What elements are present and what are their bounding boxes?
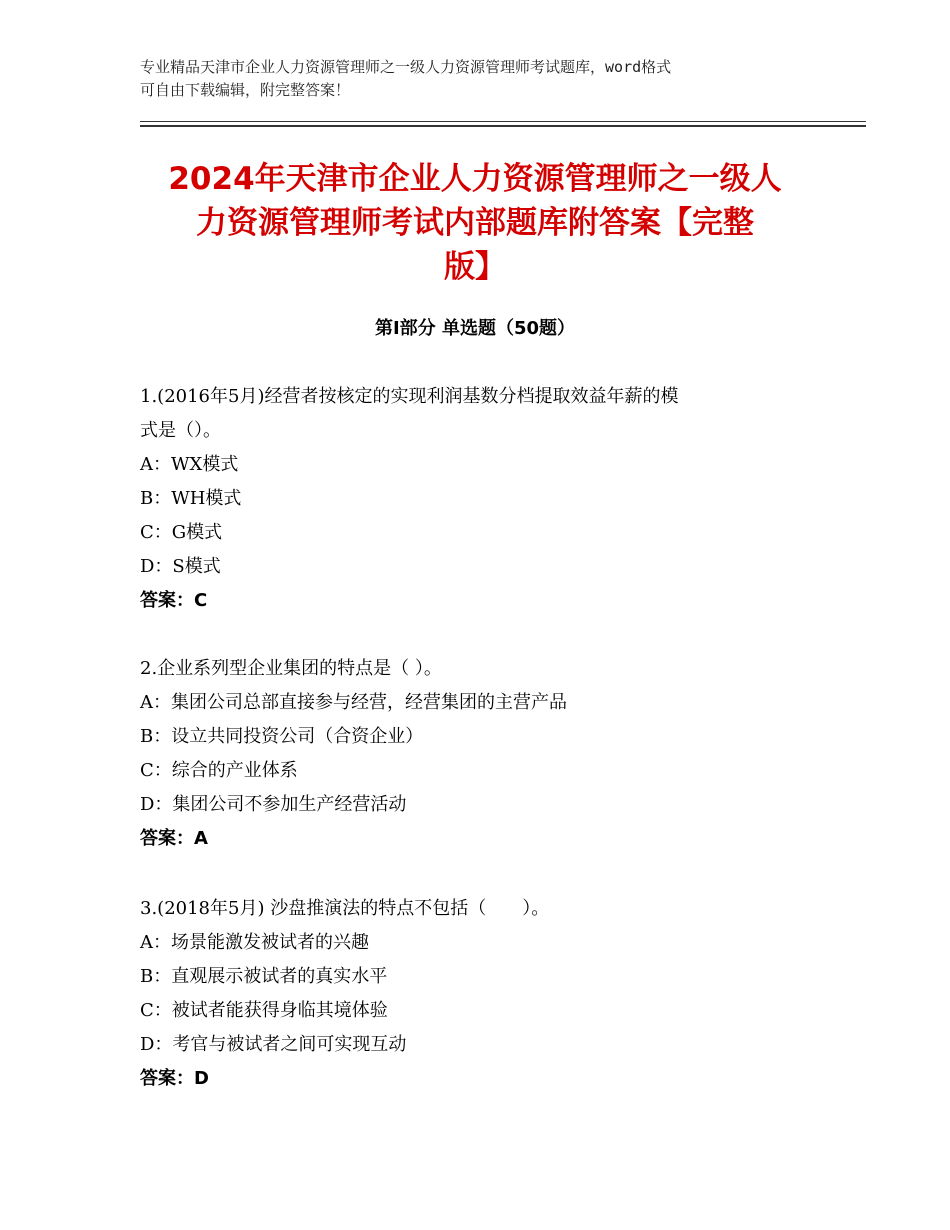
question-stem: 式是（）。 <box>140 420 221 441</box>
option-b: B：直观展示被试者的真实水平 <box>140 966 388 987</box>
header-divider <box>140 125 866 127</box>
section-title: 第Ⅰ部分 单选题（50题） <box>374 318 575 339</box>
title-line: 力资源管理师考试内部题库附答案【完整 <box>196 205 754 241</box>
title-line: 2024年天津市企业人力资源管理师之一级人 <box>168 161 782 197</box>
answer: 答案：C <box>140 590 208 611</box>
header-note <box>140 56 820 102</box>
option-a: A：场景能激发被试者的兴趣 <box>140 932 369 953</box>
option-c: C：G模式 <box>140 522 223 543</box>
header-divider <box>140 121 866 122</box>
question-stem: 1.(2016年5月)经营者按核定的实现利润基数分档提取效益年薪的模 <box>140 386 679 407</box>
question-stem: 3.(2018年5月) 沙盘推演法的特点不包括（ ）。 <box>140 898 550 919</box>
document-title <box>130 157 820 289</box>
question-block <box>140 652 820 856</box>
question-stem: 2.企业系列型企业集团的特点是（ ）。 <box>140 658 442 679</box>
question-block <box>140 892 820 1096</box>
option-d: D：S模式 <box>140 556 221 577</box>
answer: 答案：A <box>140 828 208 849</box>
option-d: D：考官与被试者之间可实现互动 <box>140 1034 407 1055</box>
option-a: A：WX模式 <box>140 454 239 475</box>
header-note-line: 专业精品天津市企业人力资源管理师之一级人力资源管理师考试题库，word格式 <box>140 58 672 76</box>
option-a: A：集团公司总部直接参与经营，经营集团的主营产品 <box>140 692 567 713</box>
header-note-line: 可自由下载编辑，附完整答案！ <box>140 81 351 99</box>
option-c: C：综合的产业体系 <box>140 760 298 781</box>
option-b: B：WH模式 <box>140 488 242 509</box>
question-block <box>140 380 820 618</box>
answer: 答案：D <box>140 1068 209 1089</box>
option-d: D：集团公司不参加生产经营活动 <box>140 794 407 815</box>
option-c: C：被试者能获得身临其境体验 <box>140 1000 388 1021</box>
option-b: B：设立共同投资公司（合资企业） <box>140 726 424 747</box>
title-line: 版】 <box>444 249 506 285</box>
